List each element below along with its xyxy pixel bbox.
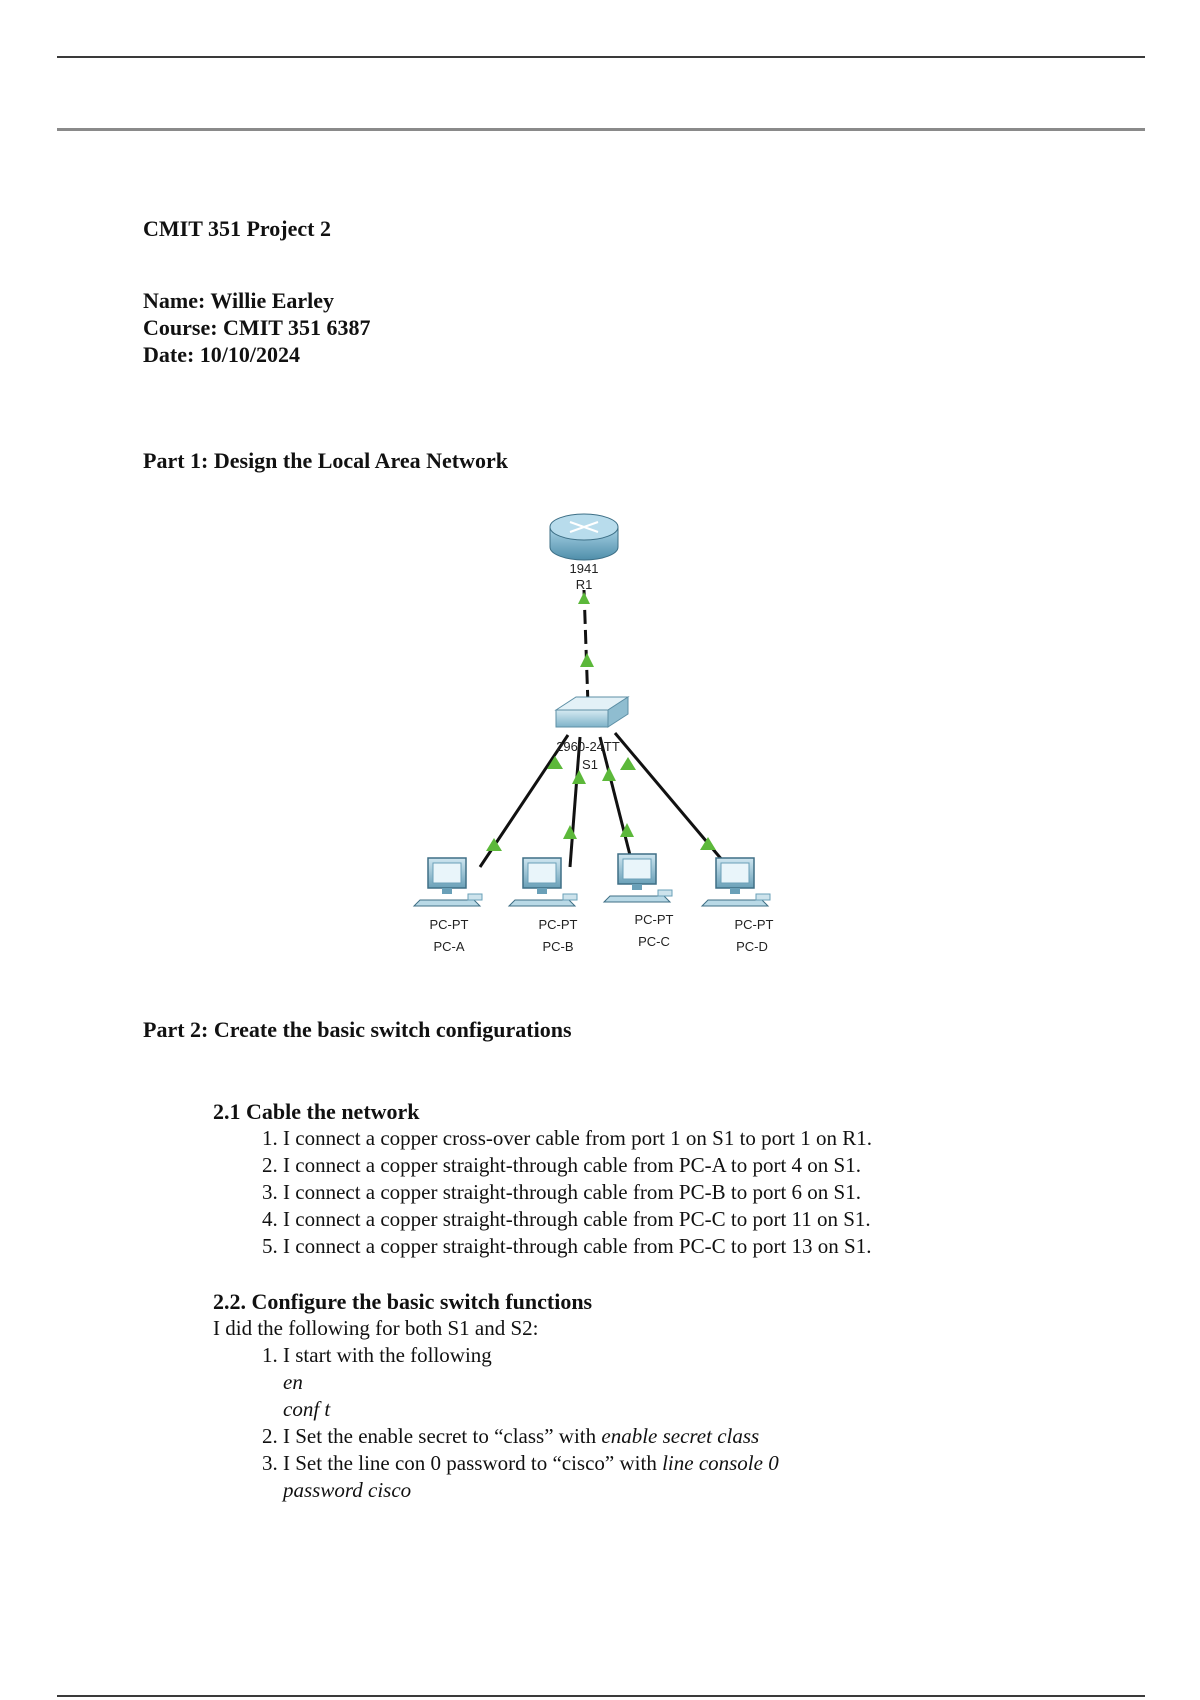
- pc-a-name-label: PC-A: [433, 939, 465, 954]
- step-text: I Set the line con 0 password to “cisco” with: [283, 1451, 663, 1475]
- author-meta: [143, 287, 371, 368]
- step-text: I Set the enable secret to “class” with: [283, 1424, 602, 1448]
- command-conf-t: conf t: [283, 1397, 331, 1421]
- pc-a-computer-icon: [414, 858, 482, 906]
- link-s1-pcb: [570, 737, 580, 867]
- section-2-1-heading: 2.1 Cable the network: [213, 1099, 420, 1124]
- network-topology-diagram: [400, 505, 820, 965]
- link-s1-pcc: [600, 737, 632, 863]
- list-item: 5. I connect a copper straight-through cable from PC-C to port 13 on S1.: [283, 1233, 973, 1260]
- meta-date: Date: 10/10/2024: [143, 342, 301, 367]
- cabling-steps-list: [213, 1125, 973, 1260]
- part2-heading: Part 2: Create the basic switch configurations: [143, 1017, 572, 1042]
- list-item: 3. I connect a copper straight-through cable from PC-B to port 6 on S1.: [283, 1179, 973, 1206]
- router-name-label: R1: [575, 577, 593, 592]
- header-rule-top: [57, 56, 1145, 58]
- list-item: 1. I connect a copper cross-over cable from port 1 on S1 to port 1 on R1.: [283, 1125, 973, 1152]
- section-cable-network: [213, 1098, 973, 1260]
- section-2-2-heading: 2.2. Configure the basic switch functions: [213, 1289, 593, 1314]
- switch-model-label: 2960-24TT: [556, 739, 620, 754]
- footer-rule: [57, 1695, 1145, 1697]
- command-enable-secret: enable secret class: [601, 1424, 760, 1448]
- section-configure-switch: [213, 1288, 973, 1504]
- pc-c-computer-icon: [604, 854, 672, 902]
- command-en: en: [283, 1370, 303, 1394]
- step-text: I start with the following: [283, 1343, 492, 1367]
- section-2-2-intro: I did the following for both S1 and S2:: [213, 1316, 539, 1340]
- list-item: 2. I connect a copper straight-through cable from PC-A to port 4 on S1.: [283, 1152, 973, 1179]
- pc-d-computer-icon: [702, 858, 770, 906]
- router-icon: [550, 514, 618, 560]
- pc-b-name-label: PC-B: [542, 939, 574, 954]
- router-model-label: 1941: [569, 561, 599, 576]
- pc-a-model-label: PC-PT: [429, 917, 469, 932]
- header-rule-mid: [57, 128, 1145, 131]
- meta-name: Name: Willie Earley: [143, 288, 335, 313]
- pc-b-computer-icon: [509, 858, 577, 906]
- pc-b-model-label: PC-PT: [538, 917, 578, 932]
- switch-icon: [556, 697, 628, 727]
- part1-heading: Part 1: Design the Local Area Network: [143, 448, 508, 473]
- list-item: 4. I connect a copper straight-through cable from PC-C to port 11 on S1.: [283, 1206, 973, 1233]
- pc-c-name-label: PC-C: [638, 934, 670, 949]
- list-item: [283, 1450, 843, 1504]
- meta-course: Course: CMIT 351 6387: [143, 315, 371, 340]
- list-item: [283, 1423, 973, 1450]
- pc-d-model-label: PC-PT: [734, 917, 774, 932]
- pc-c-model-label: PC-PT: [634, 912, 674, 927]
- link-r1-s1: [584, 590, 588, 705]
- document-title: CMIT 351 Project 2: [143, 216, 331, 241]
- list-item: [283, 1342, 973, 1423]
- config-steps-list: [213, 1342, 973, 1504]
- pc-d-name-label: PC-D: [736, 939, 768, 954]
- command-line-console: line console 0 password cisco: [283, 1451, 779, 1502]
- switch-name-label: S1: [582, 757, 598, 772]
